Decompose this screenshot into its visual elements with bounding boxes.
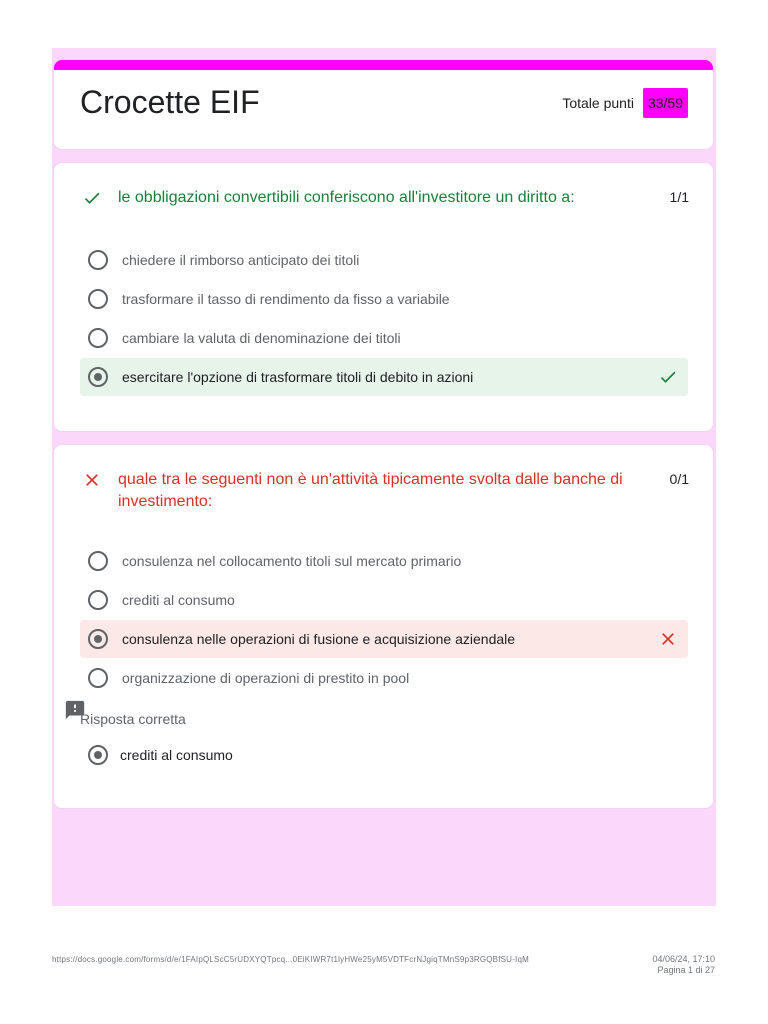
option-3[interactable] — [80, 319, 688, 357]
option-label: esercitare l'opzione di trasformare titoli di debito in azioni — [122, 369, 474, 385]
close-icon — [82, 470, 102, 490]
page-number: Pagina 1 di 27 — [657, 965, 715, 975]
option-label: organizzazione di operazioni di prestito in pool — [122, 670, 410, 686]
question-points: 0/1 — [669, 471, 689, 487]
check-icon — [82, 188, 102, 208]
question-points: 1/1 — [669, 189, 689, 205]
radio-button-checked[interactable] — [88, 629, 108, 649]
question-header — [82, 187, 689, 209]
option-label: chiedere il rimborso anticipato dei titoli — [122, 252, 360, 268]
radio-button[interactable] — [88, 289, 108, 309]
radio-button[interactable] — [88, 551, 108, 571]
question-card-2 — [54, 445, 713, 808]
question-text: le obbligazioni convertibili conferiscono all'investitore un diritto a: — [118, 189, 575, 206]
page-info — [652, 954, 715, 976]
close-icon — [658, 629, 678, 649]
score-badge: 33/59 — [643, 88, 688, 118]
option-label: consulenza nel collocamento titoli sul mercato primario — [122, 553, 462, 569]
option-label: crediti al consumo — [122, 592, 235, 608]
option-4[interactable] — [80, 659, 688, 697]
option-2[interactable] — [80, 280, 688, 318]
radio-button-checked — [88, 745, 108, 765]
radio-button[interactable] — [88, 668, 108, 688]
option-1[interactable] — [80, 542, 688, 580]
option-1[interactable] — [80, 241, 688, 279]
option-label: cambiare la valuta di denominazione dei titoli — [122, 330, 401, 346]
accent-bar — [54, 60, 713, 70]
correct-answer — [80, 741, 233, 769]
question-text: quale tra le seguenti non è un'attività tipicamente svolta dalle banche di investimento: — [118, 471, 623, 510]
radio-button[interactable] — [88, 328, 108, 348]
print-datetime: 04/06/24, 17:10 — [652, 954, 715, 964]
radio-button-checked[interactable] — [88, 367, 108, 387]
option-label: consulenza nelle operazioni di fusione e acquisizione aziendale — [122, 631, 516, 647]
correct-answer-text: crediti al consumo — [120, 747, 233, 763]
option-2[interactable] — [80, 581, 688, 619]
option-label: trasformare il tasso di rendimento da fisso a variabile — [122, 291, 450, 307]
option-4-selected[interactable] — [80, 358, 688, 396]
form-header-card — [54, 60, 713, 149]
question-header — [82, 469, 689, 513]
total-score — [562, 88, 688, 118]
option-3-selected[interactable] — [80, 620, 688, 658]
radio-button[interactable] — [88, 250, 108, 270]
check-icon — [658, 367, 678, 387]
correct-answer-label: Risposta corretta — [80, 711, 186, 727]
radio-button[interactable] — [88, 590, 108, 610]
question-card-1 — [54, 163, 713, 431]
page-url: https://docs.google.com/forms/d/e/1FAIpQLScC5rUDXYQTpcq...0EiKIWR7t1lyHWe25yM5VDTFcrNJgiqTMnS9p3RGQBfSU-IqM — [52, 955, 529, 964]
form-title: Crocette EIF — [80, 84, 260, 120]
total-label: Totale punti — [562, 95, 634, 111]
